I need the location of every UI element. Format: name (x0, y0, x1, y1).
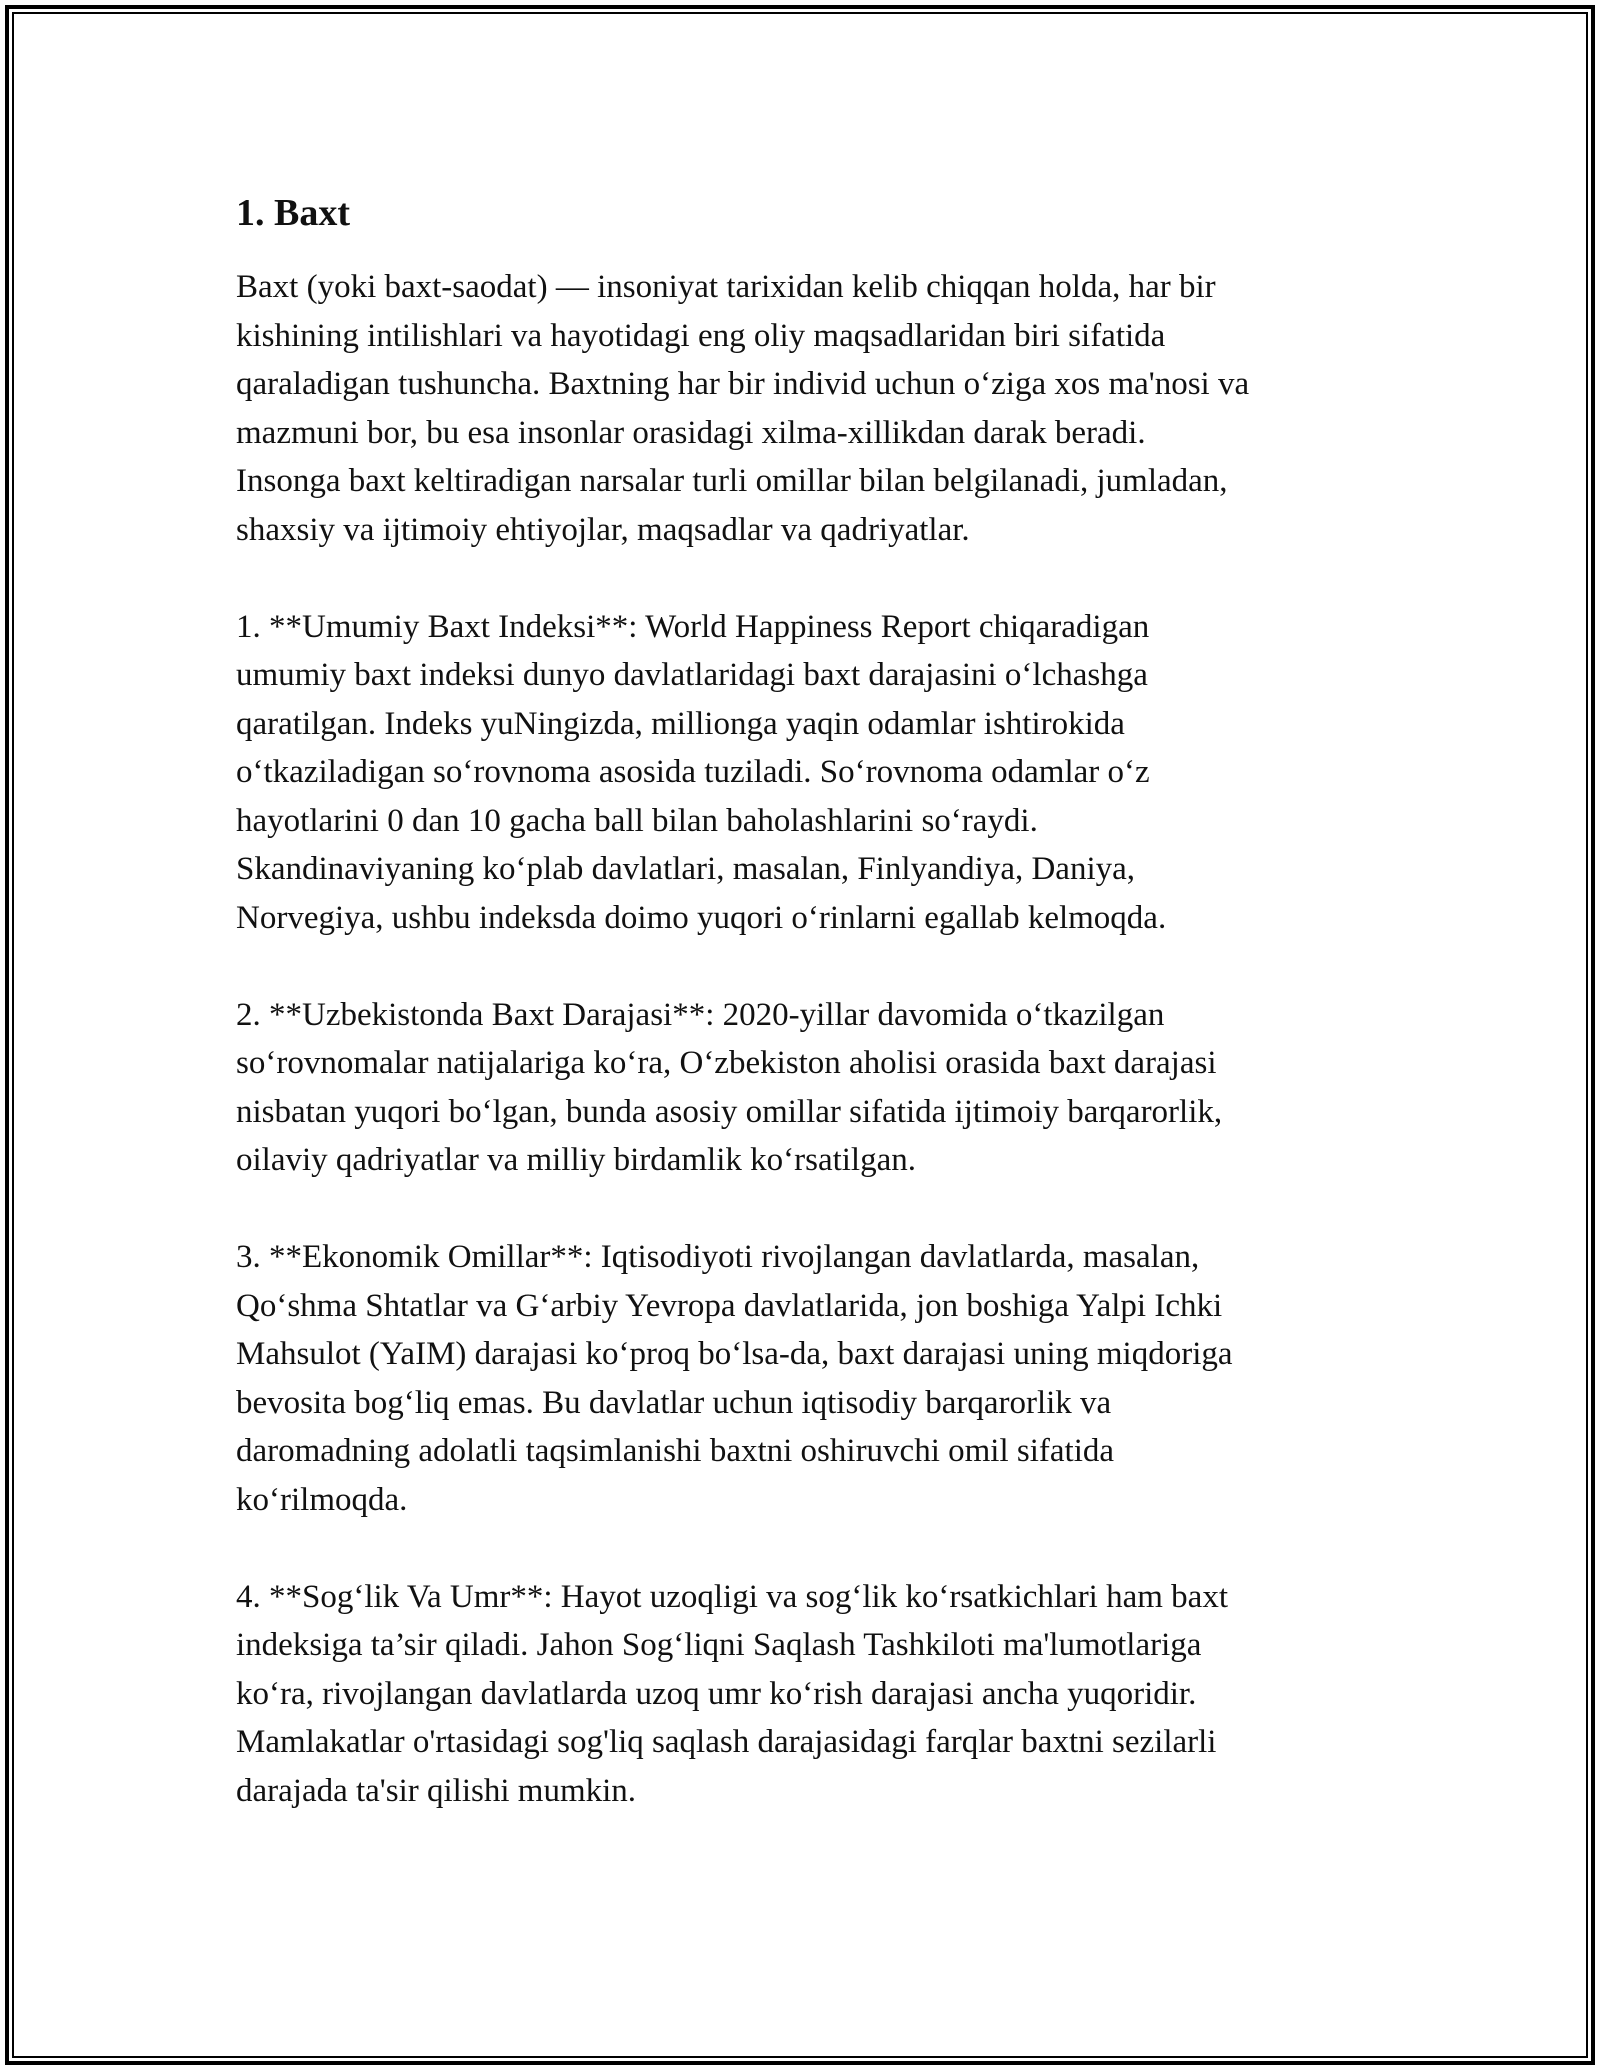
paragraph-uzbekistan: 2. **Uzbekistonda Baxt Darajasi**: 2020-yillar davomida o‘tkazilgan so‘rovnomalar natijalariga ko‘ra, O‘zbekiston aholisi orasida baxt darajasi nisbatan yuqori bo‘lgan, bunda asosiy omillar sifatida ijtimoiy barqarorlik, oilaviy qadriyatlar va milliy birdamlik ko‘rsatilgan. (236, 996, 1223, 1178)
paragraph-health-lifespan: 4. **Sog‘lik Va Umr**: Hayot uzoqligi va sog‘lik ko‘rsatkichlari ham baxt indeksiga ta’sir qiladi. Jahon Sog‘liqni Saqlash Tashkiloti ma'lumotlariga ko‘ra, rivojlangan davlatlarda uzoq umr ko‘rish darajasi ancha yuqoridir. Mamlakatlar o'rtasidagi sog'liq saqlash darajasidagi farqlar baxtni sezilarli darajada ta'sir qilishi mumkin. (236, 1578, 1228, 1809)
document-heading: 1. Baxt (236, 192, 350, 234)
document-body (236, 185, 1386, 1815)
intro-paragraph: Baxt (yoki baxt-saodat) — insoniyat tarixidan kelib chiqqan holda, har bir kishining intilishlari va hayotidagi eng oliy maqsadlaridan biri sifatida qaraladigan tushuncha. Baxtning har bir individ uchun o‘ziga xos ma'nosi va mazmuni bor, bu esa insonlar orasidagi xilma-xillikdan darak beradi. Insonga baxt keltiradigan narsalar turli omillar bilan belgilanadi, jumladan, shaxsiy va ijtimoiy ehtiyojlar, maqsadlar va qadriyatlar. (236, 269, 1250, 548)
paragraph-happiness-index: 1. **Umumiy Baxt Indeksi**: World Happiness Report chiqaradigan umumiy baxt indeksi dunyo davlatlaridagi baxt darajasini o‘lchashga qaratilgan. Indeks yuNingizda, millionga yaqin odamlar ishtirokida o‘tkaziladigan so‘rovnoma asosida tuziladi. So‘rovnoma odamlar o‘z hayotlarini 0 dan 10 gacha ball bilan baholashlarini so‘raydi. Skandinaviyaning ko‘plab davlatlari, masalan, Finlyandiya, Daniya, Norvegiya, ushbu indeksda doimo yuqori o‘rinlarni egallab kelmoqda. (236, 608, 1167, 936)
paragraph-economic-factors: 3. **Ekonomik Omillar**: Iqtisodiyoti rivojlangan davlatlarda, masalan, Qo‘shma Shtatlar va G‘arbiy Yevropa davlatlarida, jon boshiga Yalpi Ichki Mahsulot (YaIM) darajasi ko‘proq bo‘lsa-da, baxt darajasi uning miqdoriga bevosita bog‘liq emas. Bu davlatlar uchun iqtisodiy barqarorlik va daromadning adolatli taqsimlanishi baxtni oshiruvchi omil sifatida ko‘rilmoqda. (236, 1239, 1233, 1518)
